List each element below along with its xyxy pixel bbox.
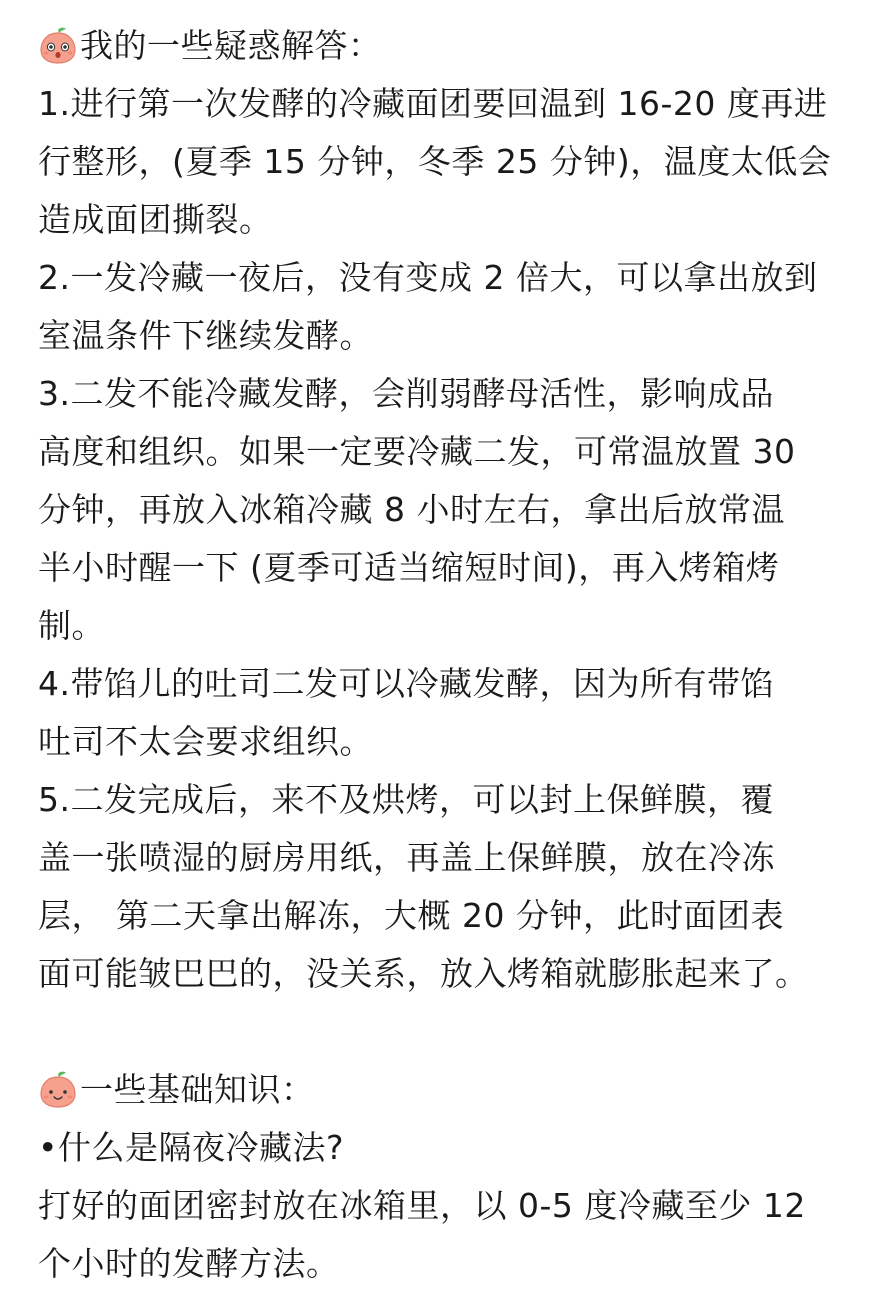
section-heading-text: 我的一些疑惑解答： <box>80 26 382 65</box>
body-line: 造成面团撕裂。 <box>38 200 273 239</box>
body-line: 室温条件下继续发酵。 <box>38 316 373 355</box>
body-line: 5.二发完成后，来不及烘烤，可以封上保鲜膜，覆 <box>38 780 774 819</box>
peach-face-smiling-icon <box>38 1070 78 1110</box>
section-heading-text: 一些基础知识： <box>80 1070 315 1109</box>
body-line: 行整形，(夏季 15 分钟，冬季 25 分钟)，温度太低会 <box>38 142 832 181</box>
body-line: 3.二发不能冷藏发酵，会削弱酵母活性，影响成品 <box>38 374 774 413</box>
body-line: 吐司不太会要求组织。 <box>38 722 373 761</box>
body-line: 制。 <box>38 606 105 645</box>
section-heading-faq <box>38 17 838 75</box>
body-line: 高度和组织。如果一定要冷藏二发，可常温放置 30 <box>38 432 796 471</box>
body-line: 2.一发冷藏一夜后，没有变成 2 倍大，可以拿出放到 <box>38 258 818 297</box>
body-line: 4.带馅儿的吐司二发可以冷藏发酵，因为所有带馅 <box>38 664 774 703</box>
article <box>38 17 838 1293</box>
body-line: 层， 第二天拿出解冻，大概 20 分钟，此时面团表 <box>38 896 784 935</box>
body-line: 分钟，再放入冰箱冷藏 8 小时左右，拿出后放常温 <box>38 490 785 529</box>
section-heading-basics <box>38 1061 838 1119</box>
peach-face-surprised-icon <box>38 26 78 66</box>
body-line: 盖一张喷湿的厨房用纸，再盖上保鲜膜，放在冷冻 <box>38 838 775 877</box>
body-line: 个小时的发酵方法。 <box>38 1244 340 1283</box>
blank-line <box>38 1003 838 1061</box>
body-line: 1.进行第一次发酵的冷藏面团要回温到 16-20 度再进 <box>38 84 828 123</box>
body-line: 半小时醒一下 (夏季可适当缩短时间)，再入烤箱烤 <box>38 548 780 587</box>
body-line: 面可能皱巴巴的，没关系，放入烤箱就膨胀起来了。 <box>38 954 809 993</box>
body-line: •什么是隔夜冷藏法? <box>38 1128 344 1167</box>
body-line: 打好的面团密封放在冰箱里，以 0-5 度冷藏至少 12 <box>38 1186 806 1225</box>
